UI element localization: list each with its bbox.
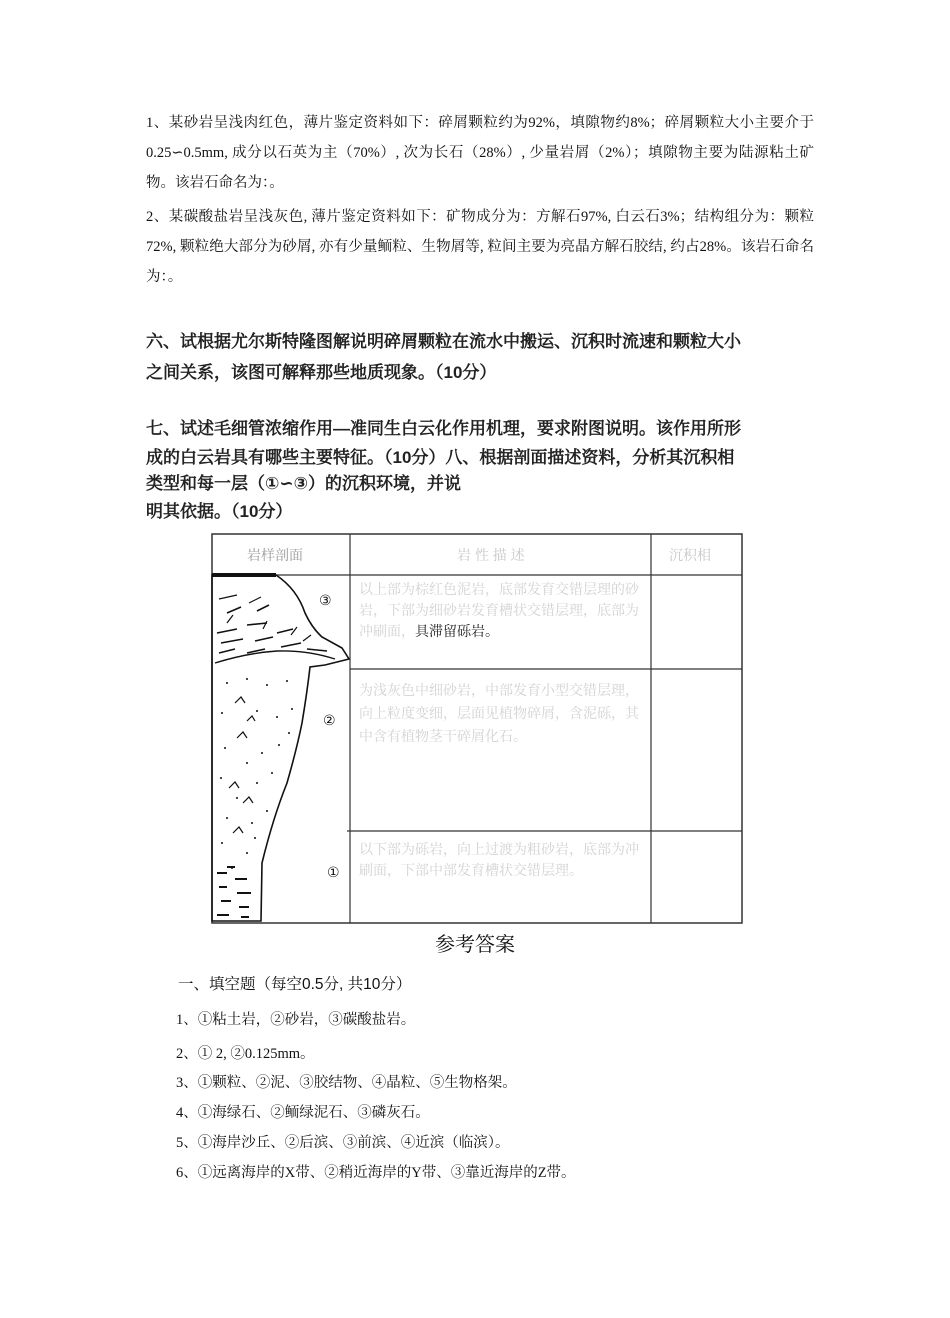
layer-3-description-tail: 具滞留砾岩。: [415, 623, 499, 639]
question-6: [146, 326, 816, 388]
question-1: 1、某砂岩呈浅肉红色，薄片鉴定资料如下：碎屑颗粒约为92%，填隙物约8%；碎屑颗粒大小主要介于0.25∽0.5mm, 成分以石英为主（70%）, 次为长石（28%）, 少量岩屑（2%）；填隙物主要为陆源粘土矿物。该岩石命名为：。: [146, 115, 814, 191]
answer-2: 2、① 2, ②0.125mm。: [176, 1046, 315, 1062]
header-col3: 沉积相: [669, 547, 711, 563]
layer-3-label: ③: [319, 592, 332, 608]
answers-section-1-title: 一、填空题（每空0.5分, 共10分）: [178, 976, 412, 993]
question-8-line-4: 明其依据。（10分）: [146, 502, 293, 521]
answer-3: 3、①颗粒、②泥、③胶结物、④晶粒、⑤生物格架。: [176, 1075, 517, 1091]
question-6-line-1: 六、试根据尤尔斯特隆图解说明碎屑颗粒在流水中搬运、沉积时流速和颗粒大小: [146, 332, 741, 351]
question-2: 2、某碳酸盐岩呈浅灰色, 薄片鉴定资料如下：矿物成分为：方解石97%, 白云石3%；结构组分为：颗粒72%, 颗粒绝大部分为砂屑, 亦有少量鲕粒、生物屑等, 粒间主要为亮晶方解石胶结, 约占28%。该岩石命名为：。: [146, 209, 814, 285]
section-figure: [207, 533, 745, 925]
question-7-line-2: 成的白云岩具有哪些主要特征。（10分）八、根据剖面描述资料，分析其沉积相: [146, 448, 735, 467]
question-6-line-2: 之间关系，该图可解释那些地质现象。（10分）: [146, 363, 497, 382]
question-7-line-1: 七、试述毛细管浓缩作用—准同生白云化作用机理，要求附图说明。该作用所形: [146, 419, 741, 438]
layer-2-label: ②: [323, 712, 336, 728]
answer-6: 6、①远离海岸的X带、②稍近海岸的Y带、③靠近海岸的Z带。: [176, 1165, 576, 1181]
layer-1-label: ①: [327, 864, 340, 880]
layer-3-description: 以上部为棕红色泥岩，底部发育交错层理的砂岩，下部为细砂岩发育槽状交错层理，底部为冲刷面，: [359, 581, 639, 639]
layer-2-description: 为浅灰色中细砂岩，中部发育小型交错层理，向上粒度变细，层面见植物碎屑，含泥砾，其中含有植物茎干碎屑化石。: [359, 682, 639, 744]
question-7-8: [146, 414, 816, 528]
layer-1-description: 以下部为砾岩，向上过渡为粗砂岩，底部为冲刷面，下部中部发育槽状交错层理。: [359, 841, 639, 878]
answer-1: 1、①粘土岩，②砂岩，③碳酸盐岩。: [176, 1012, 416, 1028]
question-8-line-3: 类型和每一层（①∽③）的沉积环境，并说: [146, 474, 462, 493]
answer-5: 5、①海岸沙丘、②后滨、③前滨、④近滨（临滨）。: [176, 1135, 510, 1151]
answers-title: 参考答案: [435, 934, 515, 956]
header-col1: 岩样剖面: [247, 547, 303, 563]
answer-4: 4、①海绿石、②鲕绿泥石、③磷灰石。: [176, 1105, 430, 1121]
header-col2: 岩 性 描 述: [457, 547, 525, 563]
